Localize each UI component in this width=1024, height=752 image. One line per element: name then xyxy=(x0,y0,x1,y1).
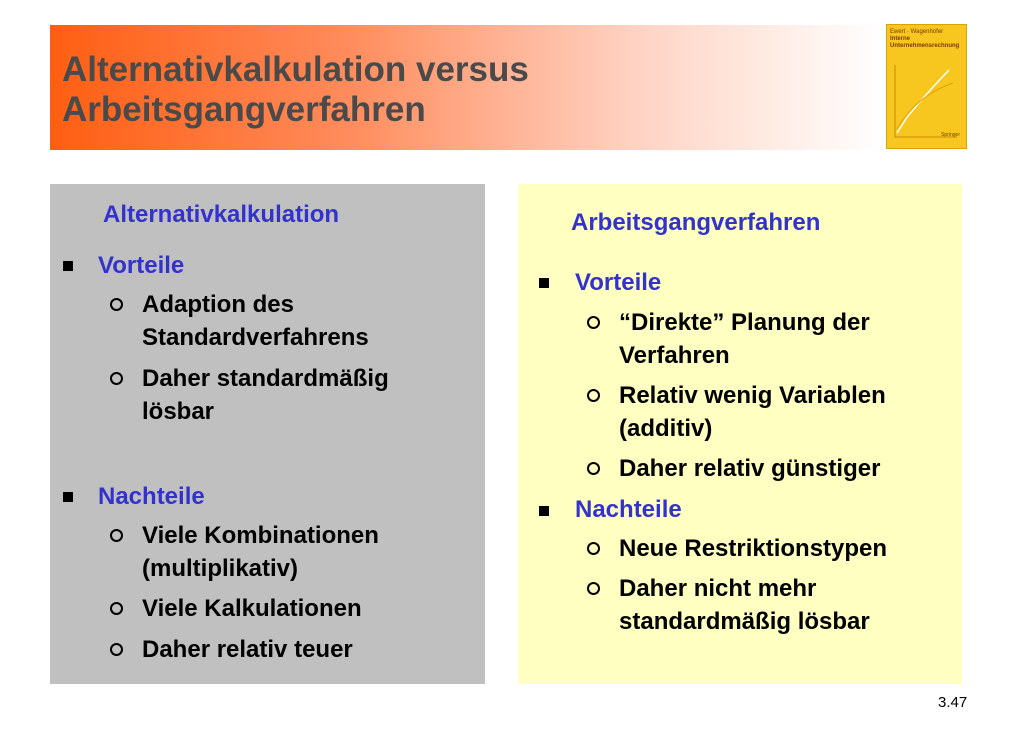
bullet-circle-icon xyxy=(110,372,123,385)
book-cover-text xyxy=(890,29,963,50)
bullet-circle-icon xyxy=(110,643,123,656)
right-vorteile: Vorteile xyxy=(575,269,662,296)
left-nachteil-3: Daher relativ teuer xyxy=(142,636,353,663)
bullet-circle-icon xyxy=(587,542,600,555)
left-vorteil-1b: Standardverfahrens xyxy=(142,324,369,351)
book-publisher: Springer xyxy=(941,132,960,138)
bullet-square-icon xyxy=(539,278,549,288)
bullet-square-icon xyxy=(63,492,73,502)
left-vorteil-2b: lösbar xyxy=(142,398,215,425)
right-vorteil-2a: Relativ wenig Variablen xyxy=(619,382,886,409)
bullet-circle-icon xyxy=(587,462,600,475)
right-heading: Arbeitsgangverfahren xyxy=(571,209,821,236)
bullet-circle-icon xyxy=(587,316,600,329)
slide-title xyxy=(62,50,762,130)
bullet-circle-icon xyxy=(110,602,123,615)
right-panel xyxy=(518,184,962,684)
bullet-circle-icon xyxy=(110,298,123,311)
slide-title-line-2: Arbeitsgangverfahren xyxy=(62,90,426,129)
book-authors: Ewert · Wagenhofer xyxy=(890,29,944,35)
bullet-square-icon xyxy=(539,506,549,516)
book-title-1: Interne xyxy=(890,36,911,42)
left-nachteile: Nachteile xyxy=(98,483,205,510)
slide-title-line-1: Alternativkalkulation versus xyxy=(62,50,529,89)
left-vorteile: Vorteile xyxy=(98,252,185,279)
right-vorteil-2b: (additiv) xyxy=(619,415,713,442)
left-heading: Alternativkalkulation xyxy=(103,201,340,228)
right-nachteile: Nachteile xyxy=(575,496,682,523)
left-vorteil-1a: Adaption des xyxy=(142,291,295,318)
book-cover-image xyxy=(886,24,967,149)
left-panel xyxy=(50,184,485,684)
left-nachteil-1b: (multiplikativ) xyxy=(142,555,299,582)
left-vorteil-2a: Daher standardmäßig xyxy=(142,365,389,392)
bullet-square-icon xyxy=(63,261,73,271)
bullet-circle-icon xyxy=(110,529,123,542)
right-vorteil-1a: “Direkte” Planung der xyxy=(619,309,870,336)
bullet-circle-icon xyxy=(587,582,600,595)
right-vorteil-1b: Verfahren xyxy=(619,342,730,369)
right-nachteil-1: Neue Restriktionstypen xyxy=(619,535,888,562)
right-nachteil-2a: Daher nicht mehr xyxy=(619,575,817,602)
book-title-2: Unternehmensrechnung xyxy=(890,43,960,49)
left-nachteil-1a: Viele Kombinationen xyxy=(142,522,379,549)
bullet-circle-icon xyxy=(587,389,600,402)
page-number: 3.47 xyxy=(938,694,968,711)
right-vorteil-3: Daher relativ günstiger xyxy=(619,455,881,482)
left-nachteil-2: Viele Kalkulationen xyxy=(142,595,362,622)
right-nachteil-2b: standardmäßig lösbar xyxy=(619,608,870,635)
